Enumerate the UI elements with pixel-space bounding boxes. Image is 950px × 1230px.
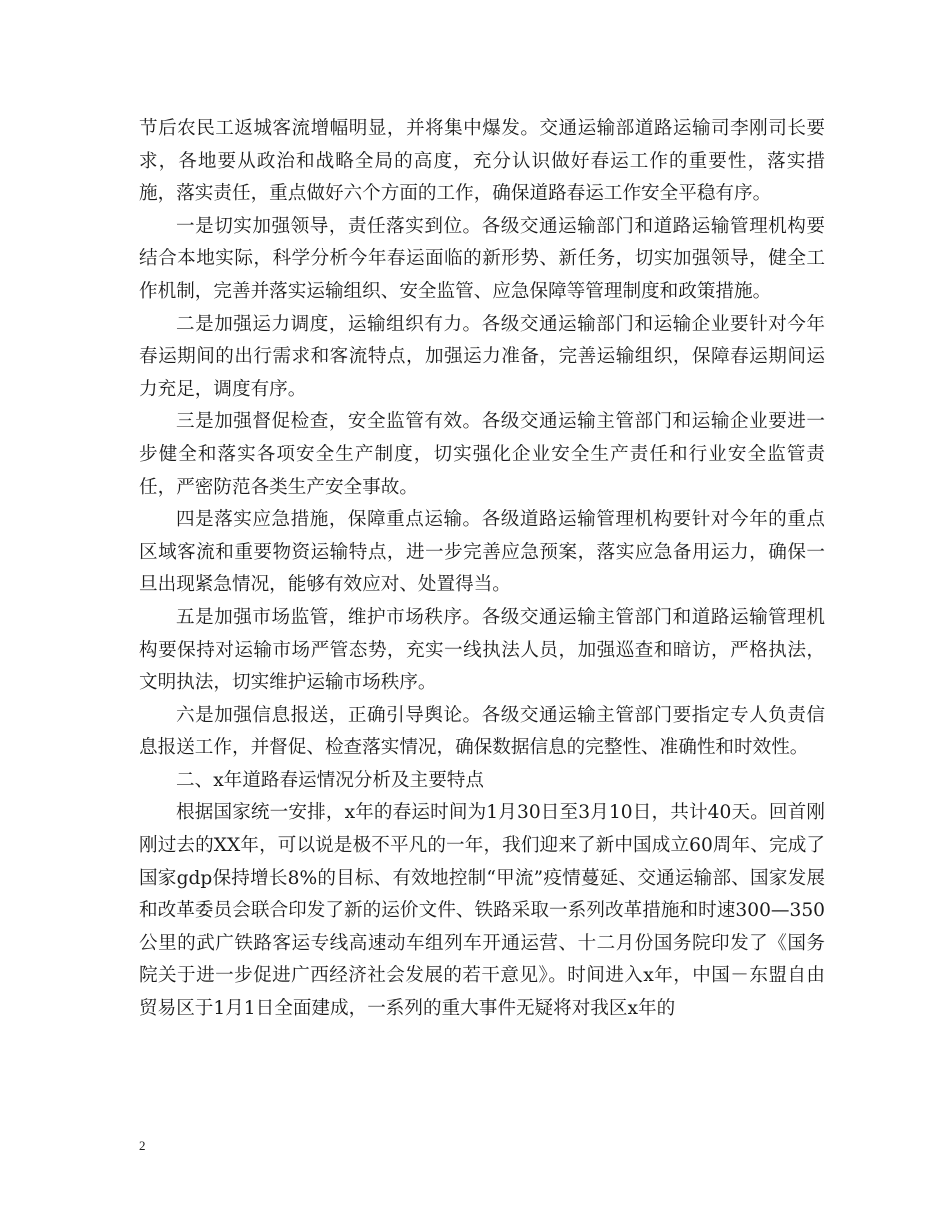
paragraph-point-six: 六是加强信息报送，正确引导舆论。各级交通运输主管部门要指定专人负责信息报送工作，并督促、检查落实情况，确保数据信息的完整性、准确性和时效性。 xyxy=(139,704,825,759)
paragraph-continuation: 节后农民工返城客流增幅明显，并将集中爆发。交通运输部道路运输司李刚司长要求，各地要从政治和战略全局的高度，充分认识做好春运工作的重要性，落实措施，落实责任，重点做好六个方面的工作，确保道路春运工作安全平稳有序。 xyxy=(139,118,825,205)
paragraph-point-one: 一是切实加强领导，责任落实到位。各级交通运输部门和道路运输管理机构要结合本地实际，科学分析今年春运面临的新形势、新任务，切实加强领导，健全工作机制，完善并落实运输组织、安全监管、应急保障等管理制度和政策措施。 xyxy=(139,215,825,302)
section-heading: 二、x年道路春运情况分析及主要特点 xyxy=(176,769,484,791)
paragraph-point-four: 四是落实应急措施，保障重点运输。各级道路运输管理机构要针对今年的重点区域客流和重要物资运输特点，进一步完善应急预案，落实应急备用运力，确保一旦出现紧急情况，能够有效应对、处置得当。 xyxy=(139,509,825,596)
paragraph-analysis: 根据国家统一安排，x年的春运时间为1月30日至3月10日，共计40天。回首刚刚过去的XX年，可以说是极不平凡的一年，我们迎来了新中国成立60周年、完成了国家gdp保持增长8%的目标、有效地控制“甲流”疫情蔓延、交通运输部、国家发展和改革委员会联合印发了新的运价文件、铁路采取一系列改革措施和时速300—350公里的武广铁路客运专线高速动车组列车开通运营、十二月份国务院印发了《国务院关于进一步促进广西经济社会发展的若干意见》。时间进入x年，中国－东盟自由贸易区于1月1日全面建成，一系列的重大事件无疑将对我区x年的 xyxy=(139,802,825,1020)
page-number: 2 xyxy=(139,1138,146,1153)
body-text xyxy=(139,113,825,1026)
paragraph-point-three: 三是加强督促检查，安全监管有效。各级交通运输主管部门和运输企业要进一步健全和落实各项安全生产制度，切实强化企业安全生产责任和行业安全监管责任，严密防范各类生产安全事故。 xyxy=(139,411,825,498)
paragraph-point-five: 五是加强市场监管，维护市场秩序。各级交通运输主管部门和道路运输管理机构要保持对运输市场严管态势，充实一线执法人员，加强巡查和暗访，严格执法，文明执法，切实维护运输市场秩序。 xyxy=(139,606,825,694)
paragraph-point-two: 二是加强运力调度，运输组织有力。各级交通运输部门和运输企业要针对今年春运期间的出行需求和客流特点，加强运力准备，完善运输组织，保障春运期间运力充足，调度有序。 xyxy=(139,313,825,400)
